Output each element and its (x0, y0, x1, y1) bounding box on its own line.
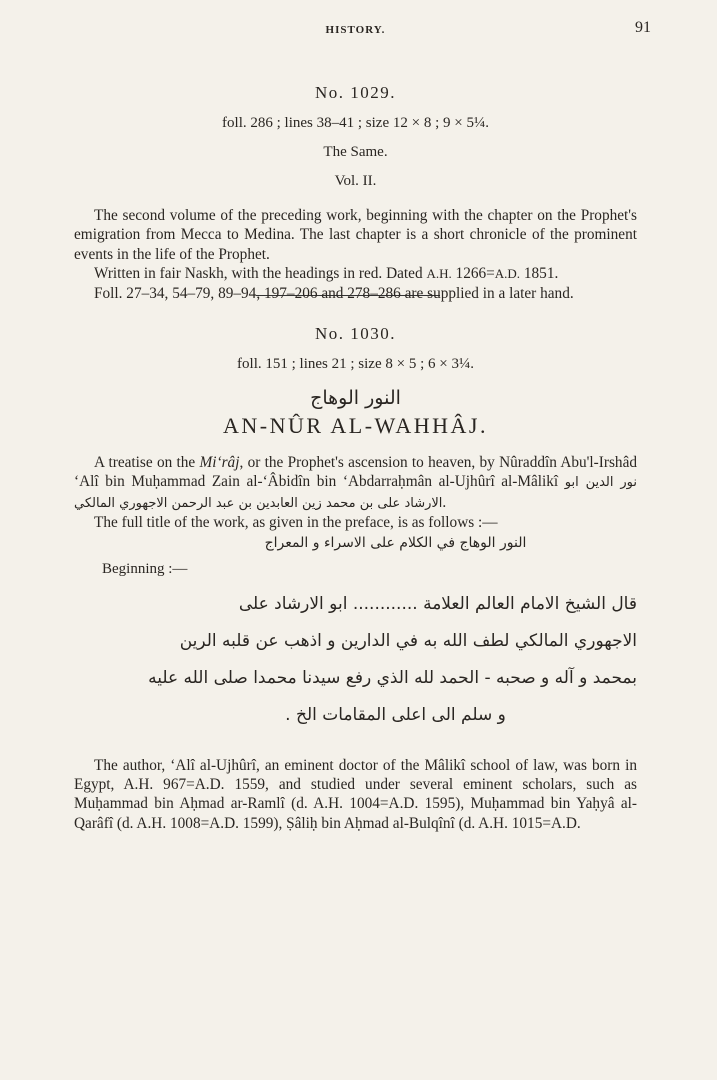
entry-folio-info: foll. 286 ; lines 38–41 ; size 12 × 8 ; 9 × 5¼. (222, 115, 489, 131)
entry-number: No. 1029. (314, 83, 397, 102)
page-number: 91 (635, 19, 651, 36)
text: . (442, 493, 447, 511)
entry-volume: Vol. II. (334, 173, 377, 189)
text: , or the Prophet's ascension to heaven, by Nûraddîn Abu'l-Irshâd ‘Alî bin Muḥammad Zain al-‘Âbidîn bin ‘Abdarraḥmân al-Ujhûrî al-Mâlikî (74, 454, 638, 491)
entry-title: The Same. (323, 144, 388, 160)
arabic-line: و سلم الى اعلى المقامات الخ . (285, 704, 506, 725)
entry-folio-info: foll. 151 ; lines 21 ; size 8 × 5 ; 6 × 3¼. (237, 356, 474, 373)
arabic-full-title: النور الوهاج في الكلام على الاسراء و المعراج (264, 534, 527, 551)
text: Written in fair Naskh, with the headings in red. Dated (94, 265, 427, 283)
beginning-label: Beginning :— (102, 560, 188, 577)
text: 1266= (451, 265, 495, 283)
document-page (74, 0, 651, 833)
text: A.D. (494, 266, 521, 282)
author-paragraph: The author, ‘Alî al-Ujhûrî, an eminent doctor of the Mâlikî school of law, was born in Egypt, A.H. 967=A.D. 1559, and studied under several eminent scholars, such as Muḥammad bin Aḥmad ar-Ramlî (d. A.H. 1004=A.D. 1595), Muḥammad bin Yaḥyâ al-Qarâfî (d. A.H. 1008=A.D. 1599), Ṣâliḥ bin Aḥmad al-Bulqînî (d. A.H. 1015=A.D. (74, 756, 637, 832)
running-header (74, 0, 651, 40)
arabic-line: قال الشيخ الامام العالم العلامة ............ ابو الارشاد على (238, 593, 637, 614)
text: Mi‘râj (199, 454, 240, 472)
arabic-line: بمحمد و آله و صحبه - الحمد لله الذي رفع سيدنا محمدا صلى الله عليه (148, 667, 637, 688)
paragraph (74, 453, 637, 513)
text: 1851. (520, 265, 559, 283)
arabic-title: النور الوهاج (310, 387, 401, 410)
header-title: HISTORY. (325, 24, 386, 36)
paragraph: The full title of the work, as given in the preface, is as follows :— (94, 514, 498, 532)
paragraph: The second volume of the preceding work, beginning with the chapter on the Prophet's emigration from Mecca to Medina. The last chapter is a short chronicle of the prominent events in the life of the Prophet. (74, 207, 637, 263)
text: A treatise on the (94, 454, 200, 472)
entry-description (74, 453, 637, 833)
entry-number: No. 1030. (314, 324, 397, 344)
arabic-text: نور الدين ابو الارشاد على بن محمد زين العابدين بن عبد الرحمن الاجهوري المالكي (74, 475, 637, 511)
paragraph: Foll. 27–34, 54–79, 89–94, 197–206 and 278–286 are supplied in a later hand. (94, 284, 574, 302)
text: A.H. (426, 266, 452, 282)
entry-description (74, 206, 637, 303)
paragraph (74, 264, 637, 283)
entry-title: AN-NÛR AL-WAHHÂJ. (223, 413, 488, 439)
arabic-line: الاجهوري المالكي لطف الله به في الدارين و اذهب عن قلبه الرين (179, 630, 637, 651)
